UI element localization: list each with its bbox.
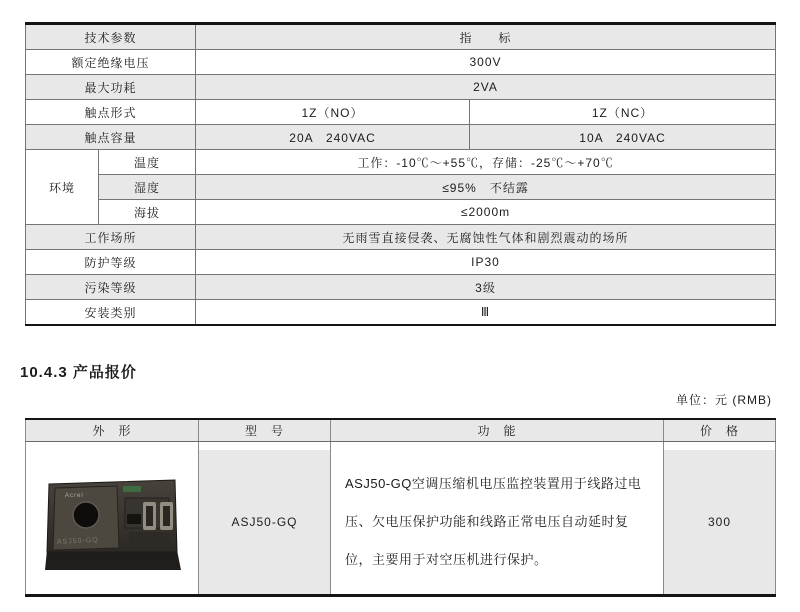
device-base	[45, 550, 181, 570]
spec-header-row	[26, 24, 776, 50]
product-price: 300	[664, 450, 776, 596]
spec-value-nc: 1Z（NC）	[470, 100, 776, 125]
quote-table	[25, 418, 776, 597]
device-slot-1-inner	[146, 506, 153, 526]
spec-row-pollution	[26, 275, 776, 300]
product-photo-drawing	[37, 468, 187, 576]
spec-label: 安装类别	[26, 300, 196, 326]
spec-row-contact-form	[26, 100, 776, 125]
spec-row-humidity	[26, 175, 776, 200]
spec-header-param: 技术参数	[26, 24, 196, 50]
spec-row-max-power	[26, 75, 776, 100]
quote-header-model: 型 号	[199, 419, 331, 442]
spec-value: 300V	[196, 50, 776, 75]
product-photo	[27, 451, 197, 593]
spec-table	[25, 22, 776, 326]
spec-value: IP30	[196, 250, 776, 275]
spec-label: 工作场所	[26, 225, 196, 250]
spec-row-altitude	[26, 200, 776, 225]
spec-row-temperature	[26, 150, 776, 175]
device-model-text: ASJ50-GQ	[56, 536, 99, 546]
spec-value: 工作：-10℃～+55℃，存储：-25℃～+70℃	[196, 150, 776, 175]
spec-label: 污染等级	[26, 275, 196, 300]
spec-sublabel: 海拔	[99, 200, 196, 225]
quote-header-shape: 外 形	[26, 419, 199, 442]
spec-sublabel: 温度	[99, 150, 196, 175]
spec-label: 防护等级	[26, 250, 196, 275]
device-slot-2-inner	[163, 506, 170, 526]
quote-header-row	[26, 419, 776, 442]
spec-value: ≤95% 不结露	[196, 175, 776, 200]
device-lower-panel	[129, 532, 169, 546]
spec-row-rated-voltage	[26, 50, 776, 75]
product-photo-cell	[26, 450, 199, 596]
device-socket	[127, 514, 141, 524]
device-brand-text: Acrel	[65, 493, 84, 499]
spec-value-nc: 10A 240VAC	[470, 125, 776, 150]
product-function: ASJ50-GQ空调压缩机电压监控装置用于线路过电压、欠电压保护功能和线路正常电压自动延时复位，主要用于对空压机进行保护。	[331, 450, 664, 596]
device-pcb-chip	[123, 486, 141, 492]
product-model: ASJ50-GQ	[199, 450, 331, 596]
quote-header-price: 价 格	[664, 419, 776, 442]
spec-value: Ⅲ	[196, 300, 776, 326]
spec-row-workplace	[26, 225, 776, 250]
spec-label: 触点形式	[26, 100, 196, 125]
spec-label: 最大功耗	[26, 75, 196, 100]
spec-row-protection	[26, 250, 776, 275]
spec-value-no: 20A 240VAC	[196, 125, 470, 150]
quote-product-row	[26, 450, 776, 596]
spec-header-value: 指 标	[196, 24, 776, 50]
quote-spacer-row	[26, 442, 776, 451]
spec-value: 无雨雪直接侵袭、无腐蚀性气体和剧烈震动的场所	[196, 225, 776, 250]
spec-value: 2VA	[196, 75, 776, 100]
spec-row-installation	[26, 300, 776, 326]
spec-env-group-label: 环境	[26, 150, 99, 225]
spec-row-contact-capacity	[26, 125, 776, 150]
unit-note: 单位：元 (RMB)	[676, 393, 772, 407]
spec-value: 3级	[196, 275, 776, 300]
quote-header-function: 功 能	[331, 419, 664, 442]
spec-value: ≤2000m	[196, 200, 776, 225]
spec-value-no: 1Z（NO）	[196, 100, 470, 125]
spec-label: 触点容量	[26, 125, 196, 150]
section-heading: 10.4.3 产品报价	[20, 364, 137, 381]
spec-sublabel: 湿度	[99, 175, 196, 200]
spec-label: 额定绝缘电压	[26, 50, 196, 75]
